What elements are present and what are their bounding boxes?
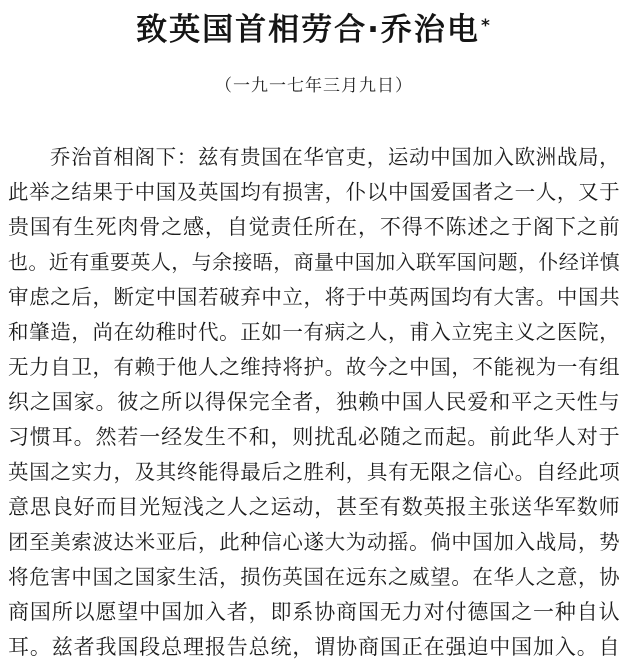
title-footnote-mark: * xyxy=(480,16,492,36)
text-line: 耳。兹者我国段总理报告总统，谓协商国正在强迫中国加入。自 xyxy=(8,635,620,659)
text-line: 和肇造，尚在幼稚时代。正如一有病之人，甫入立宪主义之医院， xyxy=(8,320,620,344)
text-line: 此举之结果于中国及英国均有损害，仆以中国爱国者之一人，又于 xyxy=(8,180,620,204)
title-text: 致英国首相劳合·乔治电 xyxy=(136,12,480,48)
body-text xyxy=(8,140,620,665)
document-title xyxy=(0,10,628,50)
text-line: 无力自卫，有赖于他人之维持将护。故今之中国，不能视为一有组 xyxy=(8,355,620,379)
text-line: 商国所以愿望中国加入者，即系协商国无力对付德国之一种自认 xyxy=(8,600,620,624)
document-date: （一九一七年三月九日） xyxy=(215,76,413,96)
text-line: 审虑之后，断定中国若破弃中立，将于中英两国均有大害。中国共 xyxy=(8,285,620,309)
text-line: 将危害中国之国家生活，损伤英国在远东之威望。在华人之意，协 xyxy=(8,565,620,589)
text-line: 习惯耳。然若一经发生不和，则扰乱必随之而起。前此华人对于 xyxy=(8,425,620,449)
text-line: 英国之实力，及其终能得最后之胜利，具有无限之信心。自经此项 xyxy=(8,460,620,484)
text-line: 贵国有生死肉骨之感，自觉责任所在，不得不陈述之于阁下之前 xyxy=(8,215,620,239)
text-line: 织之国家。彼之所以得保完全者，独赖中国人民爱和平之天性与 xyxy=(8,390,620,414)
text-line: 也。近有重要英人，与余接晤，商量中国加入联军国问题，仆经详慎 xyxy=(8,250,620,274)
text-line: 意思良好而目光短浅之人之运动，甚至有数英报主张送华军数师 xyxy=(8,495,620,519)
text-line: 乔治首相阁下：兹有贵国在华官吏，运动中国加入欧洲战局， xyxy=(50,145,620,169)
text-line: 团至美索波达米亚后，此种信心遂大为动摇。倘中国加入战局，势 xyxy=(8,530,620,554)
